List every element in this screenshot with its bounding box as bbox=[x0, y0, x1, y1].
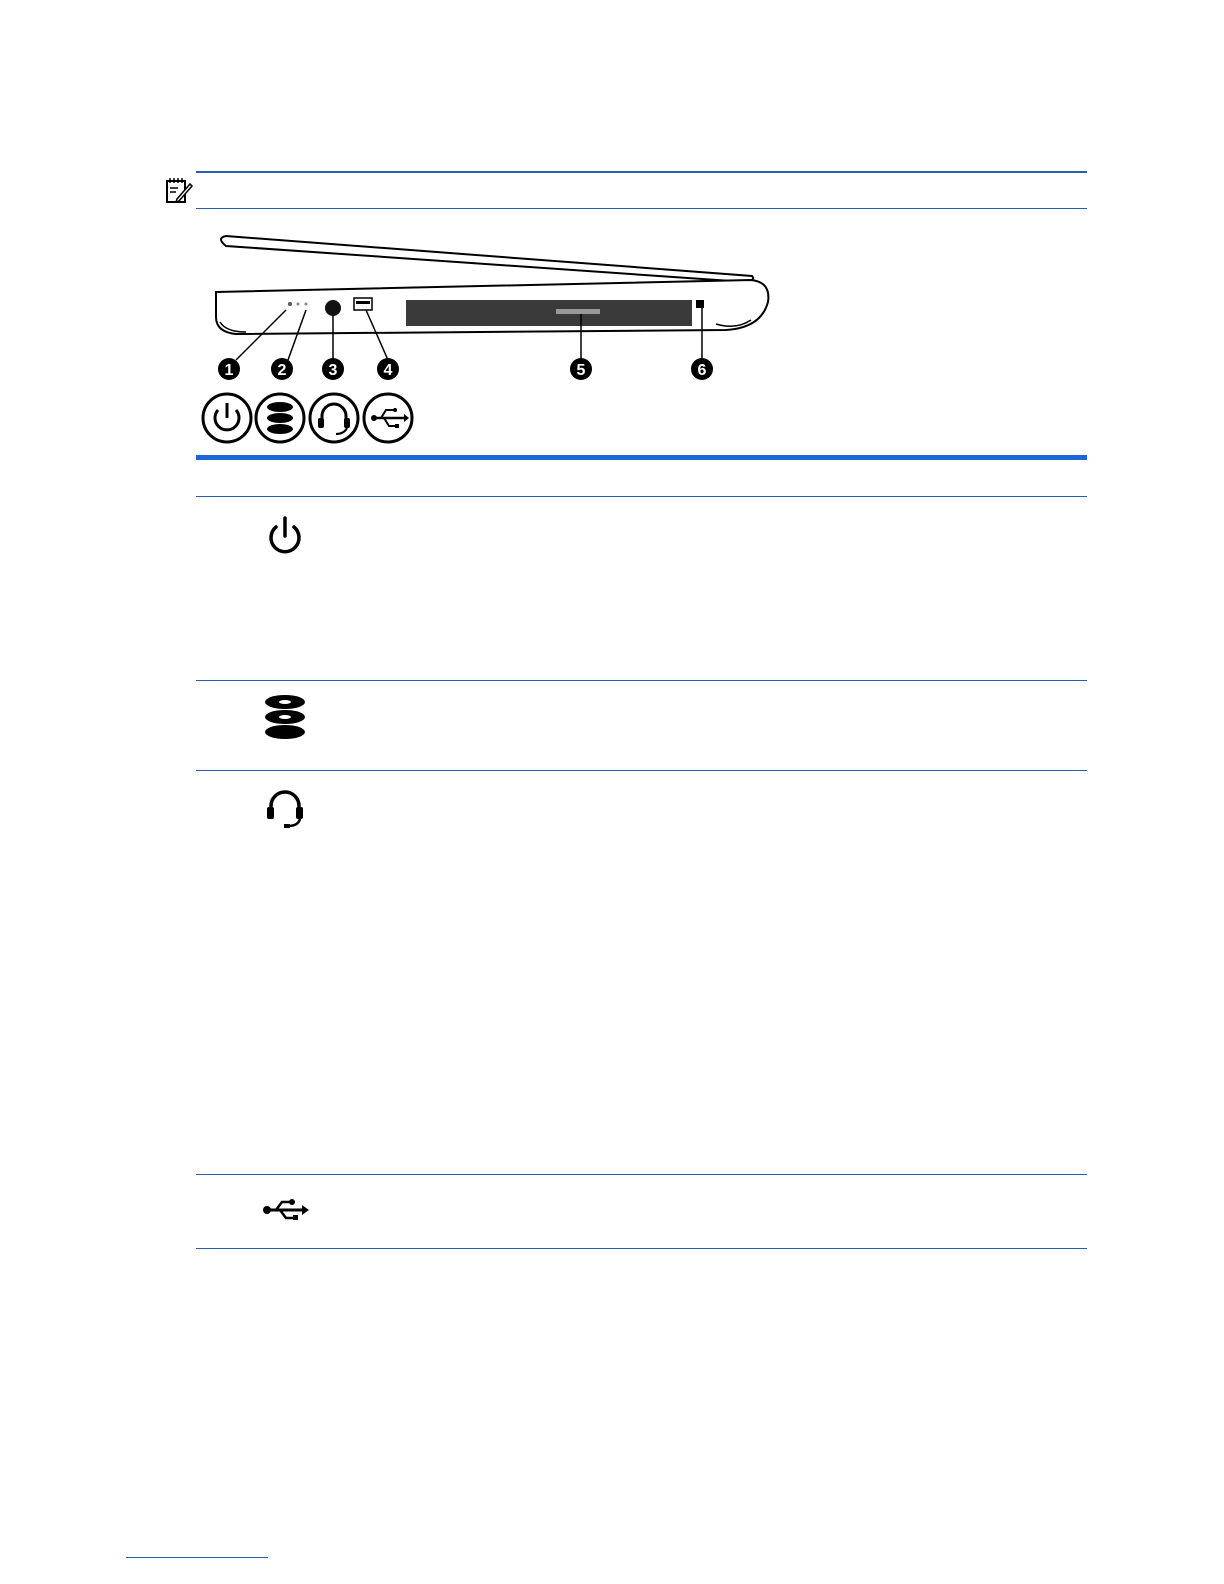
note-rule-top bbox=[196, 171, 1087, 173]
laptop-lid bbox=[221, 236, 753, 282]
optical-drive bbox=[406, 300, 692, 326]
usb-icon bbox=[364, 394, 412, 442]
svg-text:3: 3 bbox=[328, 362, 338, 379]
note-icon bbox=[164, 175, 194, 205]
table-header bbox=[196, 460, 1087, 496]
note-rule-bottom bbox=[196, 208, 1087, 209]
table-row-separator bbox=[196, 770, 1087, 771]
svg-text:1: 1 bbox=[224, 362, 234, 379]
drive-icon bbox=[256, 394, 304, 442]
usb-icon bbox=[258, 1184, 312, 1238]
footer-rule bbox=[126, 1557, 268, 1558]
table-bottom-rule bbox=[196, 1248, 1087, 1249]
power-light bbox=[288, 302, 292, 306]
power-icon bbox=[258, 510, 312, 564]
table-row-separator bbox=[196, 1174, 1087, 1175]
svg-text:2: 2 bbox=[277, 362, 287, 379]
laptop-left-side-illustration bbox=[196, 222, 776, 446]
svg-text:5: 5 bbox=[576, 362, 586, 379]
audio-jack bbox=[325, 300, 341, 316]
headset-icon bbox=[310, 394, 358, 442]
table-row-separator bbox=[196, 680, 1087, 681]
svg-text:6: 6 bbox=[697, 362, 707, 379]
lock-slot bbox=[696, 300, 704, 308]
svg-text:4: 4 bbox=[383, 362, 393, 379]
power-icon bbox=[203, 394, 251, 442]
drive-light bbox=[305, 303, 308, 306]
table-header-rule bbox=[196, 496, 1087, 497]
drive-icon bbox=[258, 690, 312, 744]
headset-icon bbox=[258, 782, 312, 836]
